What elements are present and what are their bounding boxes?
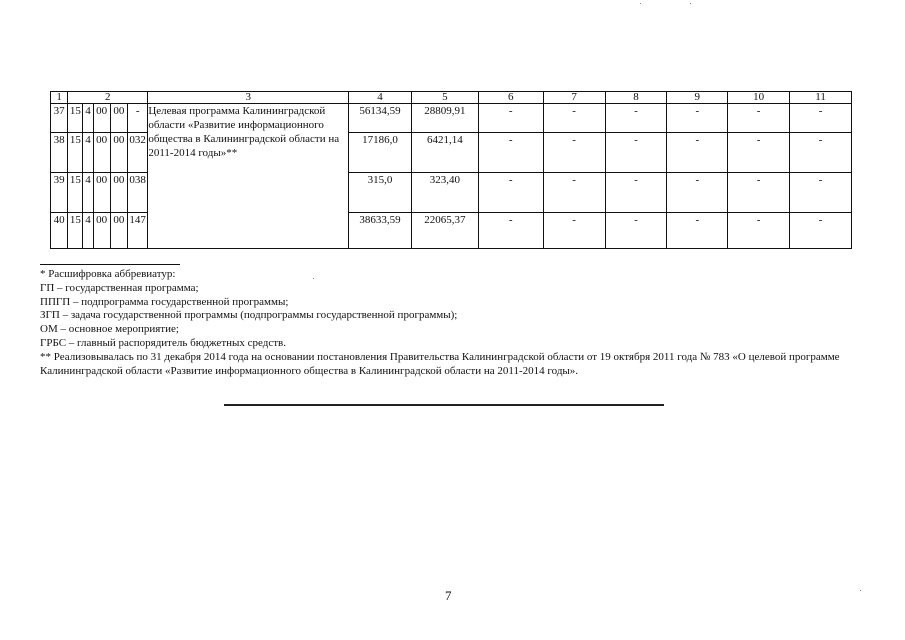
scan-speck [690, 3, 691, 4]
value-cell: - [543, 173, 605, 213]
row-number: 37 [51, 104, 68, 133]
code-cell: 032 [128, 133, 148, 173]
value-cell: - [605, 173, 667, 213]
code-cell: 15 [68, 173, 83, 213]
value-cell: 315,0 [349, 173, 412, 213]
code-cell: - [128, 104, 148, 133]
value-cell: - [728, 104, 790, 133]
header-cell: 2 [68, 92, 148, 104]
footnotes [40, 268, 860, 378]
value-cell: - [667, 213, 728, 249]
value-cell: 6421,14 [411, 133, 478, 173]
code-cell: 15 [68, 213, 83, 249]
value-cell: 323,40 [411, 173, 478, 213]
row-number: 39 [51, 173, 68, 213]
code-cell: 00 [110, 104, 127, 133]
abbreviation-om: ОМ – основное мероприятие; [40, 323, 179, 336]
code-cell: 4 [83, 173, 93, 213]
value-cell: - [478, 133, 543, 173]
value-cell: - [728, 173, 790, 213]
scan-speck [860, 590, 861, 591]
value-cell: - [728, 213, 790, 249]
value-cell: - [478, 173, 543, 213]
code-cell: 00 [93, 173, 110, 213]
header-row [51, 92, 852, 104]
section-divider [224, 404, 664, 406]
value-cell: - [605, 213, 667, 249]
code-cell: 4 [83, 213, 93, 249]
program-table [50, 91, 852, 249]
abbreviation-grbs: ГРБС – главный распорядитель бюджетных средств. [40, 336, 287, 349]
header-cell: 1 [51, 92, 68, 104]
value-cell: - [605, 104, 667, 133]
code-cell: 147 [128, 213, 148, 249]
value-cell: 28809,91 [411, 104, 478, 133]
value-cell: - [790, 173, 852, 213]
value-cell: - [478, 213, 543, 249]
value-cell: - [478, 104, 543, 133]
value-cell: - [728, 133, 790, 173]
value-cell: - [790, 133, 852, 173]
table-row [51, 104, 852, 133]
code-cell: 00 [93, 104, 110, 133]
value-cell: - [543, 104, 605, 133]
value-cell: - [605, 133, 667, 173]
code-cell: 00 [110, 173, 127, 213]
value-cell: - [543, 213, 605, 249]
code-cell: 4 [83, 104, 93, 133]
value-cell: 17186,0 [349, 133, 412, 173]
value-cell: - [543, 133, 605, 173]
code-cell: 038 [128, 173, 148, 213]
header-cell: 3 [148, 92, 349, 104]
footnote-divider [40, 264, 180, 265]
abbreviation-zgp: ЗГП – задача государственной программы (подпрограммы государственной программы); [40, 309, 458, 322]
value-cell: - [790, 213, 852, 249]
value-cell: 56134,59 [349, 104, 412, 133]
value-cell: - [667, 133, 728, 173]
value-cell: - [667, 104, 728, 133]
value-cell: 22065,37 [411, 213, 478, 249]
value-cell: - [667, 173, 728, 213]
program-name-cell: Целевая программа Калининградской области «Развитие информационного общества в Калининградской области на 2011-2014 годы»** [148, 104, 349, 249]
abbreviation-ppgp: ППГП – подпрограмма государственной программы; [40, 295, 289, 308]
row-number: 40 [51, 213, 68, 249]
code-cell: 00 [110, 213, 127, 249]
header-cell: 11 [790, 92, 852, 104]
header-cell: 7 [543, 92, 605, 104]
abbreviation-gp: ГП – государственная программа; [40, 281, 199, 294]
abbreviations-title: * Расшифровка аббревиатур: [40, 268, 176, 280]
row-number: 38 [51, 133, 68, 173]
header-cell: 10 [728, 92, 790, 104]
code-cell: 00 [93, 213, 110, 249]
value-cell: - [790, 104, 852, 133]
scan-speck [640, 3, 641, 4]
page-number: 7 [445, 588, 452, 603]
program-footnote: ** Реализовывалась по 31 декабря 2014 года на основании постановления Правительства Калининградской области от 19 октября 2011 года № 783 «О целевой программе Калининградской области «Развитие информационного общества в Калининградской области на 2011-2014 годы». [40, 350, 840, 377]
value-cell: 38633,59 [349, 213, 412, 249]
code-cell: 15 [68, 104, 83, 133]
code-cell: 00 [93, 133, 110, 173]
scan-speck [313, 278, 314, 279]
code-cell: 4 [83, 133, 93, 173]
code-cell: 15 [68, 133, 83, 173]
header-cell: 4 [349, 92, 412, 104]
header-cell: 5 [411, 92, 478, 104]
header-cell: 6 [478, 92, 543, 104]
header-cell: 9 [667, 92, 728, 104]
header-cell: 8 [605, 92, 667, 104]
code-cell: 00 [110, 133, 127, 173]
